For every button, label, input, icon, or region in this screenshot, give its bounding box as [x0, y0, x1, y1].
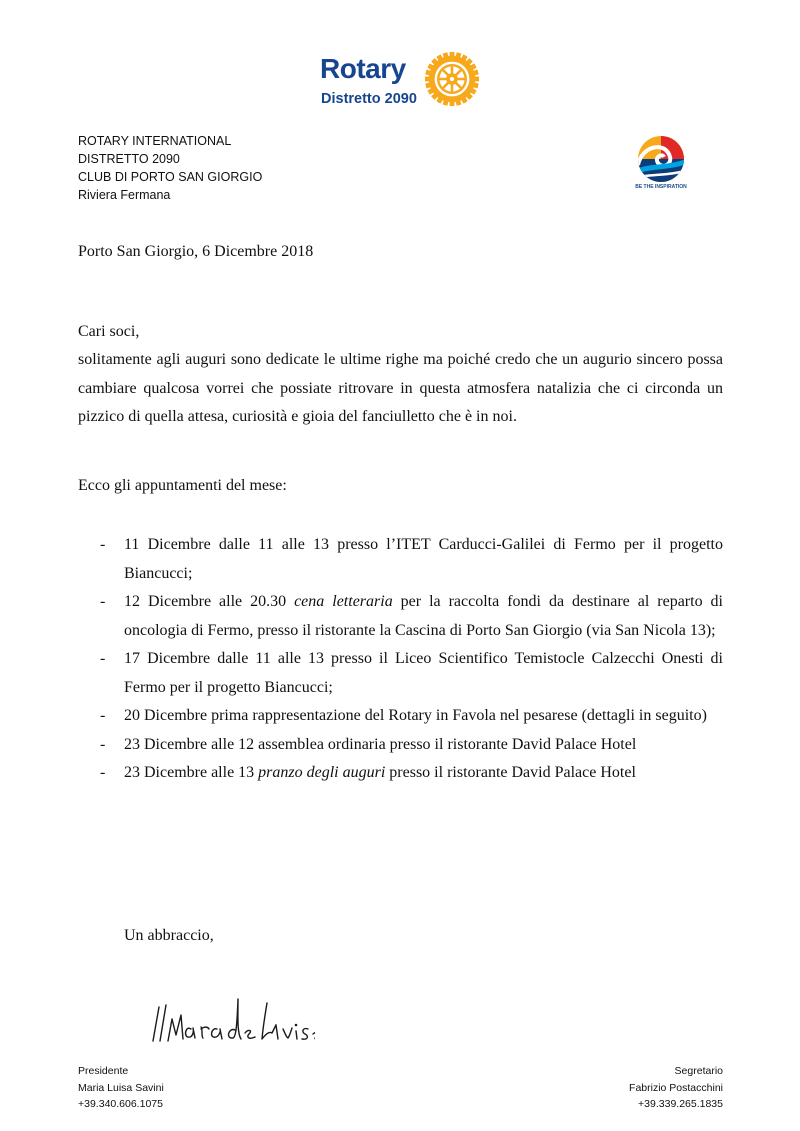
list-item: - 23 Dicembre alle 13 pranzo degli auguri presso il ristorante David Palace Hotel: [100, 764, 636, 781]
letter-paragraph: solitamente agli auguri sono dedicate le ultime righe ma poiché credo che un augurio sincero possa cambiare qualcosa vorrei che possiate ritrovare in questa atmosfera natalizia che ci circonda un pizzico di quella attesa, curiosità e gioia del fanciulletto che è in noi.: [78, 351, 723, 425]
list-item: - 12 Dicembre alle 20.30 cena letteraria per la raccolta fondi da destinare al reparto di oncologia di Fermo, presso il ristorante la Cascina di Porto San Giorgio (via San Nicola 13);: [100, 593, 724, 639]
rotary-wordmark: Rotary: [320, 53, 406, 84]
secretary-role: Segretario: [674, 1065, 723, 1077]
address-line: CLUB DI PORTO SAN GIORGIO: [78, 170, 263, 184]
events-list: [78, 531, 723, 788]
district-label: Distretto 2090: [321, 91, 417, 107]
list-item: - 17 Dicembre dalle 11 alle 13 presso il Liceo Scientifico Temistocle Calzecchi Onesti di Fermo per il progetto Biancucci;: [100, 650, 723, 696]
list-item: - 20 Dicembre prima rappresentazione del Rotary in Favola nel pesarese (dettagli in seguito): [100, 707, 707, 724]
president-block: [78, 1063, 164, 1113]
sender-address: [78, 132, 262, 204]
president-phone: +39.340.606.1075: [78, 1098, 163, 1110]
list-item: - 23 Dicembre alle 12 assemblea ordinaria presso il ristorante David Palace Hotel: [100, 735, 637, 753]
address-line: ROTARY INTERNATIONAL: [78, 134, 232, 148]
events-intro: Ecco gli appuntamenti del mese:: [78, 477, 287, 494]
secretary-block: [629, 1063, 723, 1113]
theme-logo: [632, 135, 690, 197]
president-name: Maria Luisa Savini: [78, 1081, 164, 1094]
president-role: Presidente: [78, 1065, 129, 1077]
letter-closing: Un abbraccio,: [124, 927, 214, 944]
letter-date: Porto San Giorgio, 6 Dicembre 2018: [78, 243, 314, 260]
list-item: - 11 Dicembre dalle 11 alle 13 presso l’ITET Carducci-Galilei di Fermo per il progetto Biancucci;: [100, 536, 723, 582]
secretary-name: Fabrizio Postacchini: [629, 1081, 723, 1094]
secretary-phone: +39.339.265.1835: [638, 1098, 723, 1110]
theme-caption: BE THE INSPIRATION: [635, 184, 687, 190]
rotary-logo: [320, 45, 490, 115]
wave-emblem-icon: [632, 135, 690, 183]
address-line: DISTRETTO 2090: [78, 152, 180, 166]
handwritten-signature: [145, 985, 315, 1055]
letter-greeting: Cari soci,: [78, 323, 140, 340]
address-line: Riviera Fermana: [78, 188, 171, 202]
rotary-wheel-icon: [423, 50, 481, 108]
